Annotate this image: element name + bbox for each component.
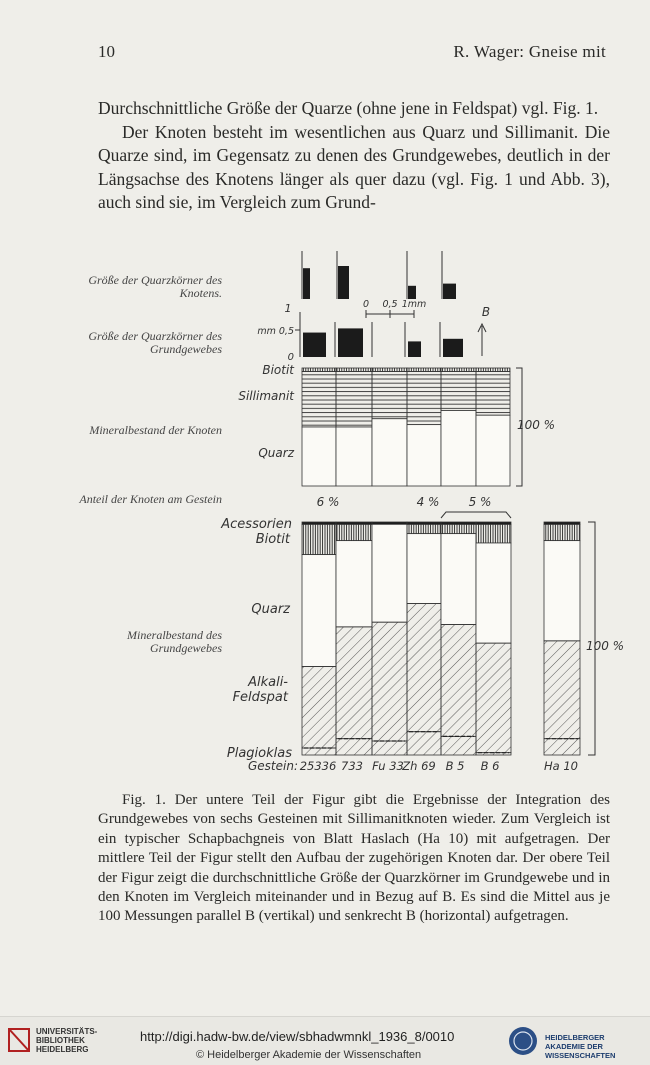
groundmass-mineral-segment <box>476 643 511 753</box>
groundmass-mineral-segment <box>441 625 476 737</box>
groundmass-legend-accessories: Acessorien <box>221 517 292 532</box>
hundred-percent-label: 100 % <box>516 418 556 432</box>
groundmass-mineral-segment <box>441 534 476 625</box>
groundmass-legend-quarz: Quarz <box>251 602 290 617</box>
scale-half: 0,5 <box>382 299 398 310</box>
university-library-logo-icon <box>7 1025 33 1055</box>
knot-mineral-segment <box>476 372 510 416</box>
label-mineral-knots: Mineralbestand der Knoten <box>89 423 222 437</box>
groundmass-mineral-segment <box>476 524 511 543</box>
paragraph: Durchschnittliche Größe der Quarze (ohne jene in Feldspat) vgl. Fig. 1. <box>98 98 599 118</box>
share-label: 6 % <box>316 495 340 509</box>
direction-label: B <box>481 305 491 319</box>
groundmass-mineral-segment <box>302 666 336 748</box>
label-share-knots: Anteil der Knoten am Gestein <box>79 492 222 506</box>
knot-mineral-segment <box>302 427 336 486</box>
knot-mineral-segment <box>336 368 372 372</box>
groundmass-legend-feldspat: Feldspat <box>232 690 288 705</box>
knot-grain-bar <box>338 266 349 299</box>
knot-mineral-segment <box>302 368 336 372</box>
academy-seal-icon <box>507 1025 539 1057</box>
groundmass-legend-biotit: Biotit <box>255 532 290 547</box>
groundmass-grain-bar <box>303 333 326 357</box>
groundmass-mineral-segment <box>407 534 441 604</box>
knot-grain-bar <box>443 284 456 299</box>
knot-mineral-segment <box>372 372 407 419</box>
figure <box>0 240 650 780</box>
groundmass-mineral-segment <box>336 627 372 739</box>
copyright: © Heidelberger Akademie der Wissenschaften <box>196 1049 422 1061</box>
groundmass-mineral-segment <box>336 524 372 540</box>
knot-mineral-segment <box>336 372 372 427</box>
groundmass-mineral-segment <box>544 739 580 755</box>
knot-mineral-segment <box>407 368 441 372</box>
groundmass-mineral-segment <box>544 541 580 641</box>
groundmass-mineral-segment <box>336 739 372 755</box>
knot-mineral-segment <box>476 368 510 372</box>
knot-grain-bar <box>303 268 310 299</box>
paragraph: Der Knoten besteht im wesentlichen aus Quarz und Sillimanit. Die Quarze sind, im Gegensatz zu denen des Grundgewebes, deutlich in der Längsachse des Knotens länger als quer dazu (vgl. Fig. 1 und Abb. 3), auch sind sie, im Vergleich zum Grund- <box>98 121 610 212</box>
rock-label: B 6 <box>480 759 500 773</box>
groundmass-mineral-segment <box>476 543 511 643</box>
academy-logo: HEIDELBERGER AKADEMIE DER WISSENSCHAFTEN <box>545 1033 616 1060</box>
share-bracket <box>441 512 511 518</box>
groundmass-mineral-segment <box>372 622 407 741</box>
groundmass-mineral-segment <box>441 524 476 533</box>
knot-legend-sillimanit: Sillimanit <box>238 389 294 403</box>
share-label: 4 % <box>416 495 440 509</box>
grain-axis-label: 1 <box>284 302 292 315</box>
groundmass-mineral-segment <box>441 736 476 755</box>
groundmass-mineral-segment <box>544 641 580 739</box>
rock-label: Fu 33 <box>372 759 404 773</box>
figure-svg <box>0 240 650 780</box>
knot-mineral-segment <box>336 427 372 486</box>
groundmass-grain-bar <box>338 328 363 357</box>
grain-axis-zero: 0 <box>287 352 294 363</box>
label-mineral-groundmass: Mineralbestand des Grundgewebes <box>127 628 222 655</box>
scale-zero: 0 <box>362 299 370 310</box>
groundmass-mineral-segment <box>302 555 336 667</box>
groundmass-mineral-segment <box>372 524 407 622</box>
groundmass-mineral-segment <box>302 748 336 755</box>
university-library-logo: UNIVERSITÄTS- BIBLIOTHEK HEIDELBERG <box>36 1027 98 1054</box>
groundmass-mineral-segment <box>407 604 441 732</box>
running-title: R. Wager: Gneise mit <box>453 42 606 61</box>
groundmass-legend-alkali: Alkali- <box>248 675 288 690</box>
groundmass-mineral-segment <box>372 741 407 755</box>
body-text <box>98 97 610 215</box>
groundmass-legend-plagioklas: Plagioklas <box>226 746 292 761</box>
grain-axis-unit: mm 0,5 <box>257 326 294 337</box>
groundmass-mineral-segment <box>407 524 441 533</box>
groundmass-mineral-segment <box>544 524 580 540</box>
scale-one: 1mm <box>401 299 427 310</box>
groundmass-mineral-segment <box>336 541 372 627</box>
share-label: 5 % <box>468 495 492 509</box>
label-grain-size-knots: Größe der Quarzkörner des Knotens. <box>88 273 222 300</box>
figure-caption <box>98 791 610 927</box>
knot-mineral-segment <box>407 372 441 425</box>
rock-label: Zh 69 <box>402 759 436 773</box>
knot-mineral-segment <box>441 368 476 372</box>
groundmass-mineral-segment <box>407 732 441 755</box>
rock-label: 733 <box>341 759 363 773</box>
hundred-percent-label: 100 % <box>585 639 625 653</box>
page-number: 10 <box>98 42 115 61</box>
knot-legend-quarz: Quarz <box>258 446 294 460</box>
knot-mineral-segment <box>441 372 476 411</box>
knot-mineral-segment <box>407 425 441 486</box>
rock-label: B 5 <box>445 759 465 773</box>
rock-label: 25336 <box>299 759 337 773</box>
knot-mineral-segment <box>372 368 407 372</box>
rock-prefix: Gestein: <box>247 759 298 773</box>
knot-mineral-segment <box>476 415 510 486</box>
groundmass-mineral-segment <box>302 524 336 554</box>
knot-mineral-segment <box>441 410 476 486</box>
knot-grain-bar <box>408 286 416 299</box>
permalink[interactable]: http://digi.hadw-bw.de/view/sbhadwmnkl_1936_8/0010 <box>140 1029 455 1044</box>
knot-legend-biotit: Biotit <box>262 363 294 377</box>
knot-mineral-segment <box>302 372 336 427</box>
groundmass-grain-bar <box>408 341 421 357</box>
groundmass-grain-bar <box>443 339 463 357</box>
label-grain-size-groundmass: Größe der Quarzkörner des Grundgewebes <box>88 329 222 356</box>
footer <box>0 1016 650 1065</box>
caption-text: Fig. 1. Der untere Teil der Figur gibt die Ergebnisse der Integration des Grundgewebes von sechs Gesteinen mit Sillimanitknoten wieder. Zum Vergleich ist ein typischer Schapbachgneis von Blatt Haslach (Ha 10) mit aufgetragen. Der mittlere Teil der Figur stellt den Aufbau der zugehörigen Knoten dar. Der obere Teil der Figur zeigt die durchschnittliche Größe der Quarzkörner im Grundgewebe und in den Knoten im Vergleich miteinander und in Bezug auf B. Es sind die Mittel aus je 100 Messungen parallel B (vertikal) und senkrecht B (horizontal) aufgetragen. <box>98 792 610 925</box>
knot-mineral-segment <box>372 419 407 486</box>
rock-label: Ha 10 <box>544 759 578 773</box>
